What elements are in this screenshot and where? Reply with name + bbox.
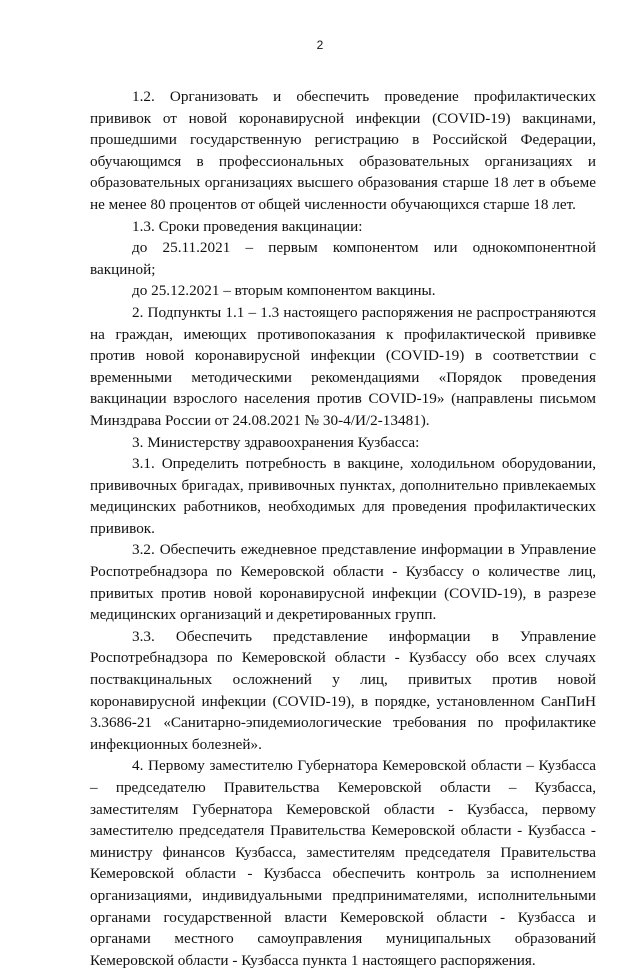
paragraph-3-3: 3.3. Обеспечить представление информации в Управление Роспотребнадзора по Кемеровской области - Кузбассу обо всех случаях поствакцинальных осложнений у лиц, привитых против новой коронавирусной инфекции (COVID-19), в порядке, установленном СанПиН 3.3686-21 «Санитарно-эпидемиологические требования по профилактике инфекционных болезней». bbox=[90, 627, 596, 753]
paragraph-deadline-first: до 25.11.2021 – первым компонентом или однокомпонентной вакциной; bbox=[90, 239, 596, 278]
page-number: 2 bbox=[316, 38, 324, 52]
paragraph-3: 3. Министерству здравоохранения Кузбасса: bbox=[132, 433, 420, 451]
paragraph-1-2: 1.2. Организовать и обеспечить проведение профилактических прививок от новой коронавирусной инфекции (COVID-19) вакцинами, прошедшими государственную регистрацию в Российской Федерации, обучающимся в профессиональных образовательных организациях и образовательных организациях высшего образования старше 18 лет в объеме не менее 80 процентов от общей численности обучающихся старше 18 лет. bbox=[90, 88, 596, 213]
paragraph-3-1: 3.1. Определить потребность в вакцине, холодильном оборудовании, прививочных бригадах, прививочных пунктах, дополнительно привлекаемых медицинских работников, необходимых для проведения профилактических прививок. bbox=[90, 455, 596, 537]
paragraph-4: 4. Первому заместителю Губернатора Кемеровской области – Кузбасса – председателю Правительства Кемеровской области – Кузбасса, заместителям Губернатора Кемеровской области - Кузбасса, первому заместителю председателя Правительства Кемеровской области - Кузбасса - министру финансов Кузбасса, заместителям председателя Правительства Кемеровской области - Кузбасса обеспечить контроль за исполнением организациями, индивидуальными предпринимателями, исполнительными органами государственной власти Кемеровской области - Кузбасса и органами местного самоуправления муниципальных образований Кемеровской области - Кузбасса пункта 1 настоящего распоряжения. bbox=[90, 757, 596, 969]
paragraph-2: 2. Подпункты 1.1 – 1.3 настоящего распоряжения не распространяются на граждан, имеющих противопоказания к профилактической прививке против новой коронавирусной инфекции (COVID-19) в соответствии с временными методическими рекомендациями «Порядок проведения вакцинации взрослого населения против COVID-19» (направлены письмом Минздрава России от 24.08.2021 № 30-4/И/2-13481). bbox=[90, 303, 596, 429]
paragraph-3-2: 3.2. Обеспечить ежедневное представление информации в Управление Роспотребнадзора по Кемеровской области - Кузбассу о количестве лиц, привитых против новой коронавирусной инфекции (COVID-19), в разрезе медицинских организаций и декретированных групп. bbox=[90, 541, 596, 624]
document-body bbox=[90, 86, 596, 971]
paragraph-deadline-second: до 25.12.2021 – вторым компонентом вакцины. bbox=[132, 282, 436, 300]
paragraph-1-3: 1.3. Сроки проведения вакцинации: bbox=[132, 217, 363, 235]
